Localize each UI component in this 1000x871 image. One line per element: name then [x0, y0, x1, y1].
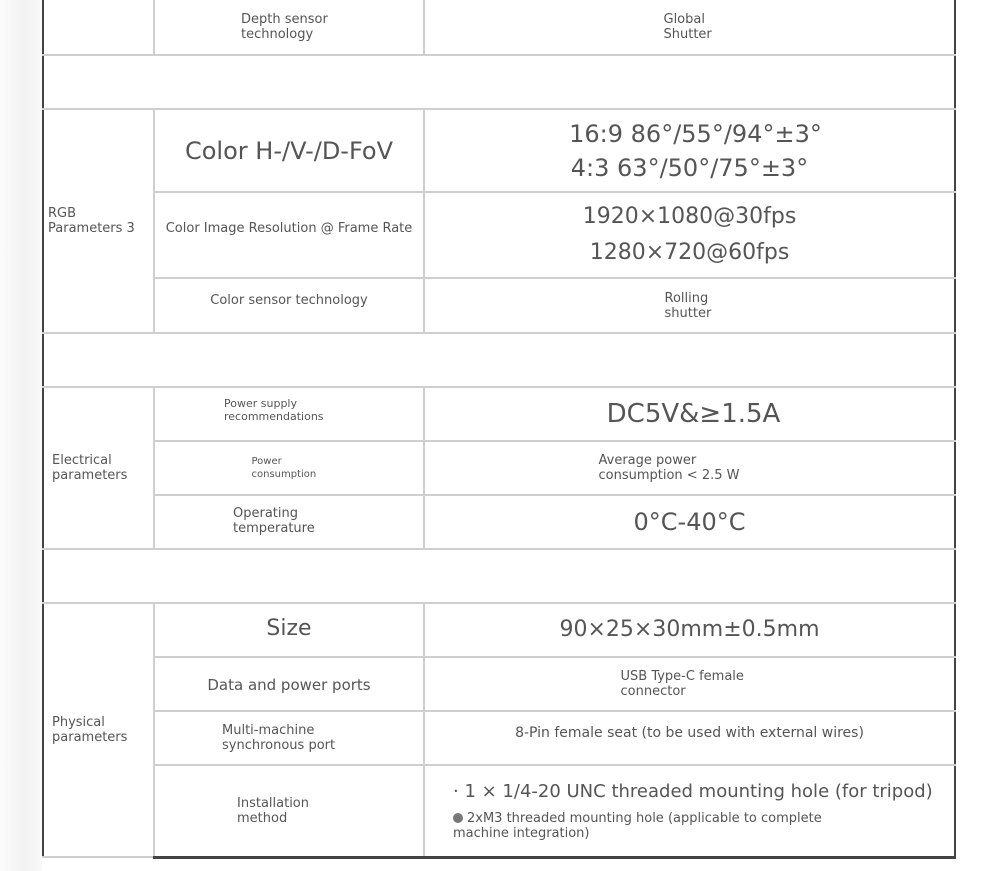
table-row: [43, 387, 955, 441]
value-cell: [424, 657, 955, 711]
electrical-category-label: Electrical parameters: [52, 453, 128, 483]
spacer-cell: [43, 549, 955, 603]
section-spacer: [43, 333, 955, 387]
color-sensor-value: Rolling shutter: [664, 290, 712, 321]
spacer-cell: [43, 333, 955, 387]
category-rgb: [43, 109, 154, 333]
value-cell: [424, 192, 955, 278]
power-supply-value: DC5V&≥1.5A: [606, 399, 781, 429]
depth-sensor-label: Depth sensor technology: [241, 12, 328, 42]
label-cell: [154, 278, 424, 333]
depth-sensor-value: Global Shutter: [663, 12, 712, 42]
data-power-ports-value: USB Type-C female connector: [620, 669, 744, 699]
label-cell: [154, 495, 424, 549]
installation-value-line2: 2xM3 threaded mounting hole (applicable to complete machine integration): [453, 810, 822, 841]
size-label: Size: [266, 616, 312, 641]
table-row: [43, 278, 955, 333]
table-row: [43, 109, 955, 192]
value-cell: [424, 441, 955, 495]
value-cell: [424, 495, 955, 549]
label-cell: [154, 603, 424, 657]
sync-port-value: 8-Pin female seat (to be used with external wires): [515, 725, 864, 741]
resolution-value-line1: 1920×1080@30fps: [582, 204, 797, 229]
value-cell: [424, 0, 955, 55]
installation-value-line1: · 1 × 1/4-20 UNC threaded mounting hole (for tripod): [453, 780, 933, 802]
label-cell: [154, 0, 424, 55]
label-cell: [154, 192, 424, 278]
table-row: [43, 0, 955, 55]
physical-category-label: Physical parameters: [52, 715, 128, 745]
section-spacer: [43, 549, 955, 603]
value-cell: [424, 711, 955, 765]
installation-value-line2-wrapper: [453, 811, 833, 841]
power-consumption-value: Average power consumption < 2.5 W: [598, 453, 740, 483]
table-row: [43, 765, 955, 857]
label-cell: [154, 387, 424, 441]
value-cell: [424, 109, 955, 192]
power-supply-label: Power supply recommendations: [224, 396, 324, 423]
value-cell: [424, 387, 955, 441]
category-physical: [43, 603, 154, 857]
installation-label: Installation method: [237, 795, 310, 826]
category-cell-depth: [43, 0, 154, 55]
operating-temp-label: Operating temperature: [233, 506, 315, 536]
operating-temp-value: 0°C-40°C: [633, 508, 746, 536]
resolution-label: Color Image Resolution @ Frame Rate: [165, 220, 413, 236]
data-power-ports-label: Data and power ports: [207, 675, 371, 694]
label-cell: [154, 711, 424, 765]
label-cell: [154, 109, 424, 192]
value-cell: [424, 765, 955, 857]
fov-label: Color H-/V-/D-FoV: [184, 136, 394, 165]
table-row: [43, 711, 955, 765]
label-cell: [154, 657, 424, 711]
resolution-value-line2: 1280×720@60fps: [589, 240, 790, 265]
spacer-cell: [43, 55, 955, 109]
bullet-icon: [453, 813, 463, 823]
table-row: [43, 657, 955, 711]
fov-value-line2: 4:3 63°/50°/75°±3°: [570, 153, 809, 182]
power-consumption-label: Power consumption: [251, 456, 317, 480]
spec-table: [42, 0, 956, 859]
table-row: [43, 603, 955, 657]
rgb-category-label: RGB Parameters 3: [48, 206, 135, 236]
left-margin-shadow: [0, 0, 42, 871]
color-sensor-label: Color sensor technology: [210, 293, 368, 308]
category-electrical: [43, 387, 154, 549]
table-row: [43, 192, 955, 278]
label-cell: [154, 765, 424, 857]
value-cell: [424, 603, 955, 657]
value-cell: [424, 278, 955, 333]
sync-port-label: Multi-machine synchronous port: [222, 723, 336, 753]
table-row: [43, 495, 955, 549]
label-cell: [154, 441, 424, 495]
table-row: [43, 441, 955, 495]
section-spacer: [43, 55, 955, 109]
fov-value-line1: 16:9 86°/55°/94°±3°: [569, 119, 822, 148]
size-value: 90×25×30mm±0.5mm: [559, 617, 820, 642]
